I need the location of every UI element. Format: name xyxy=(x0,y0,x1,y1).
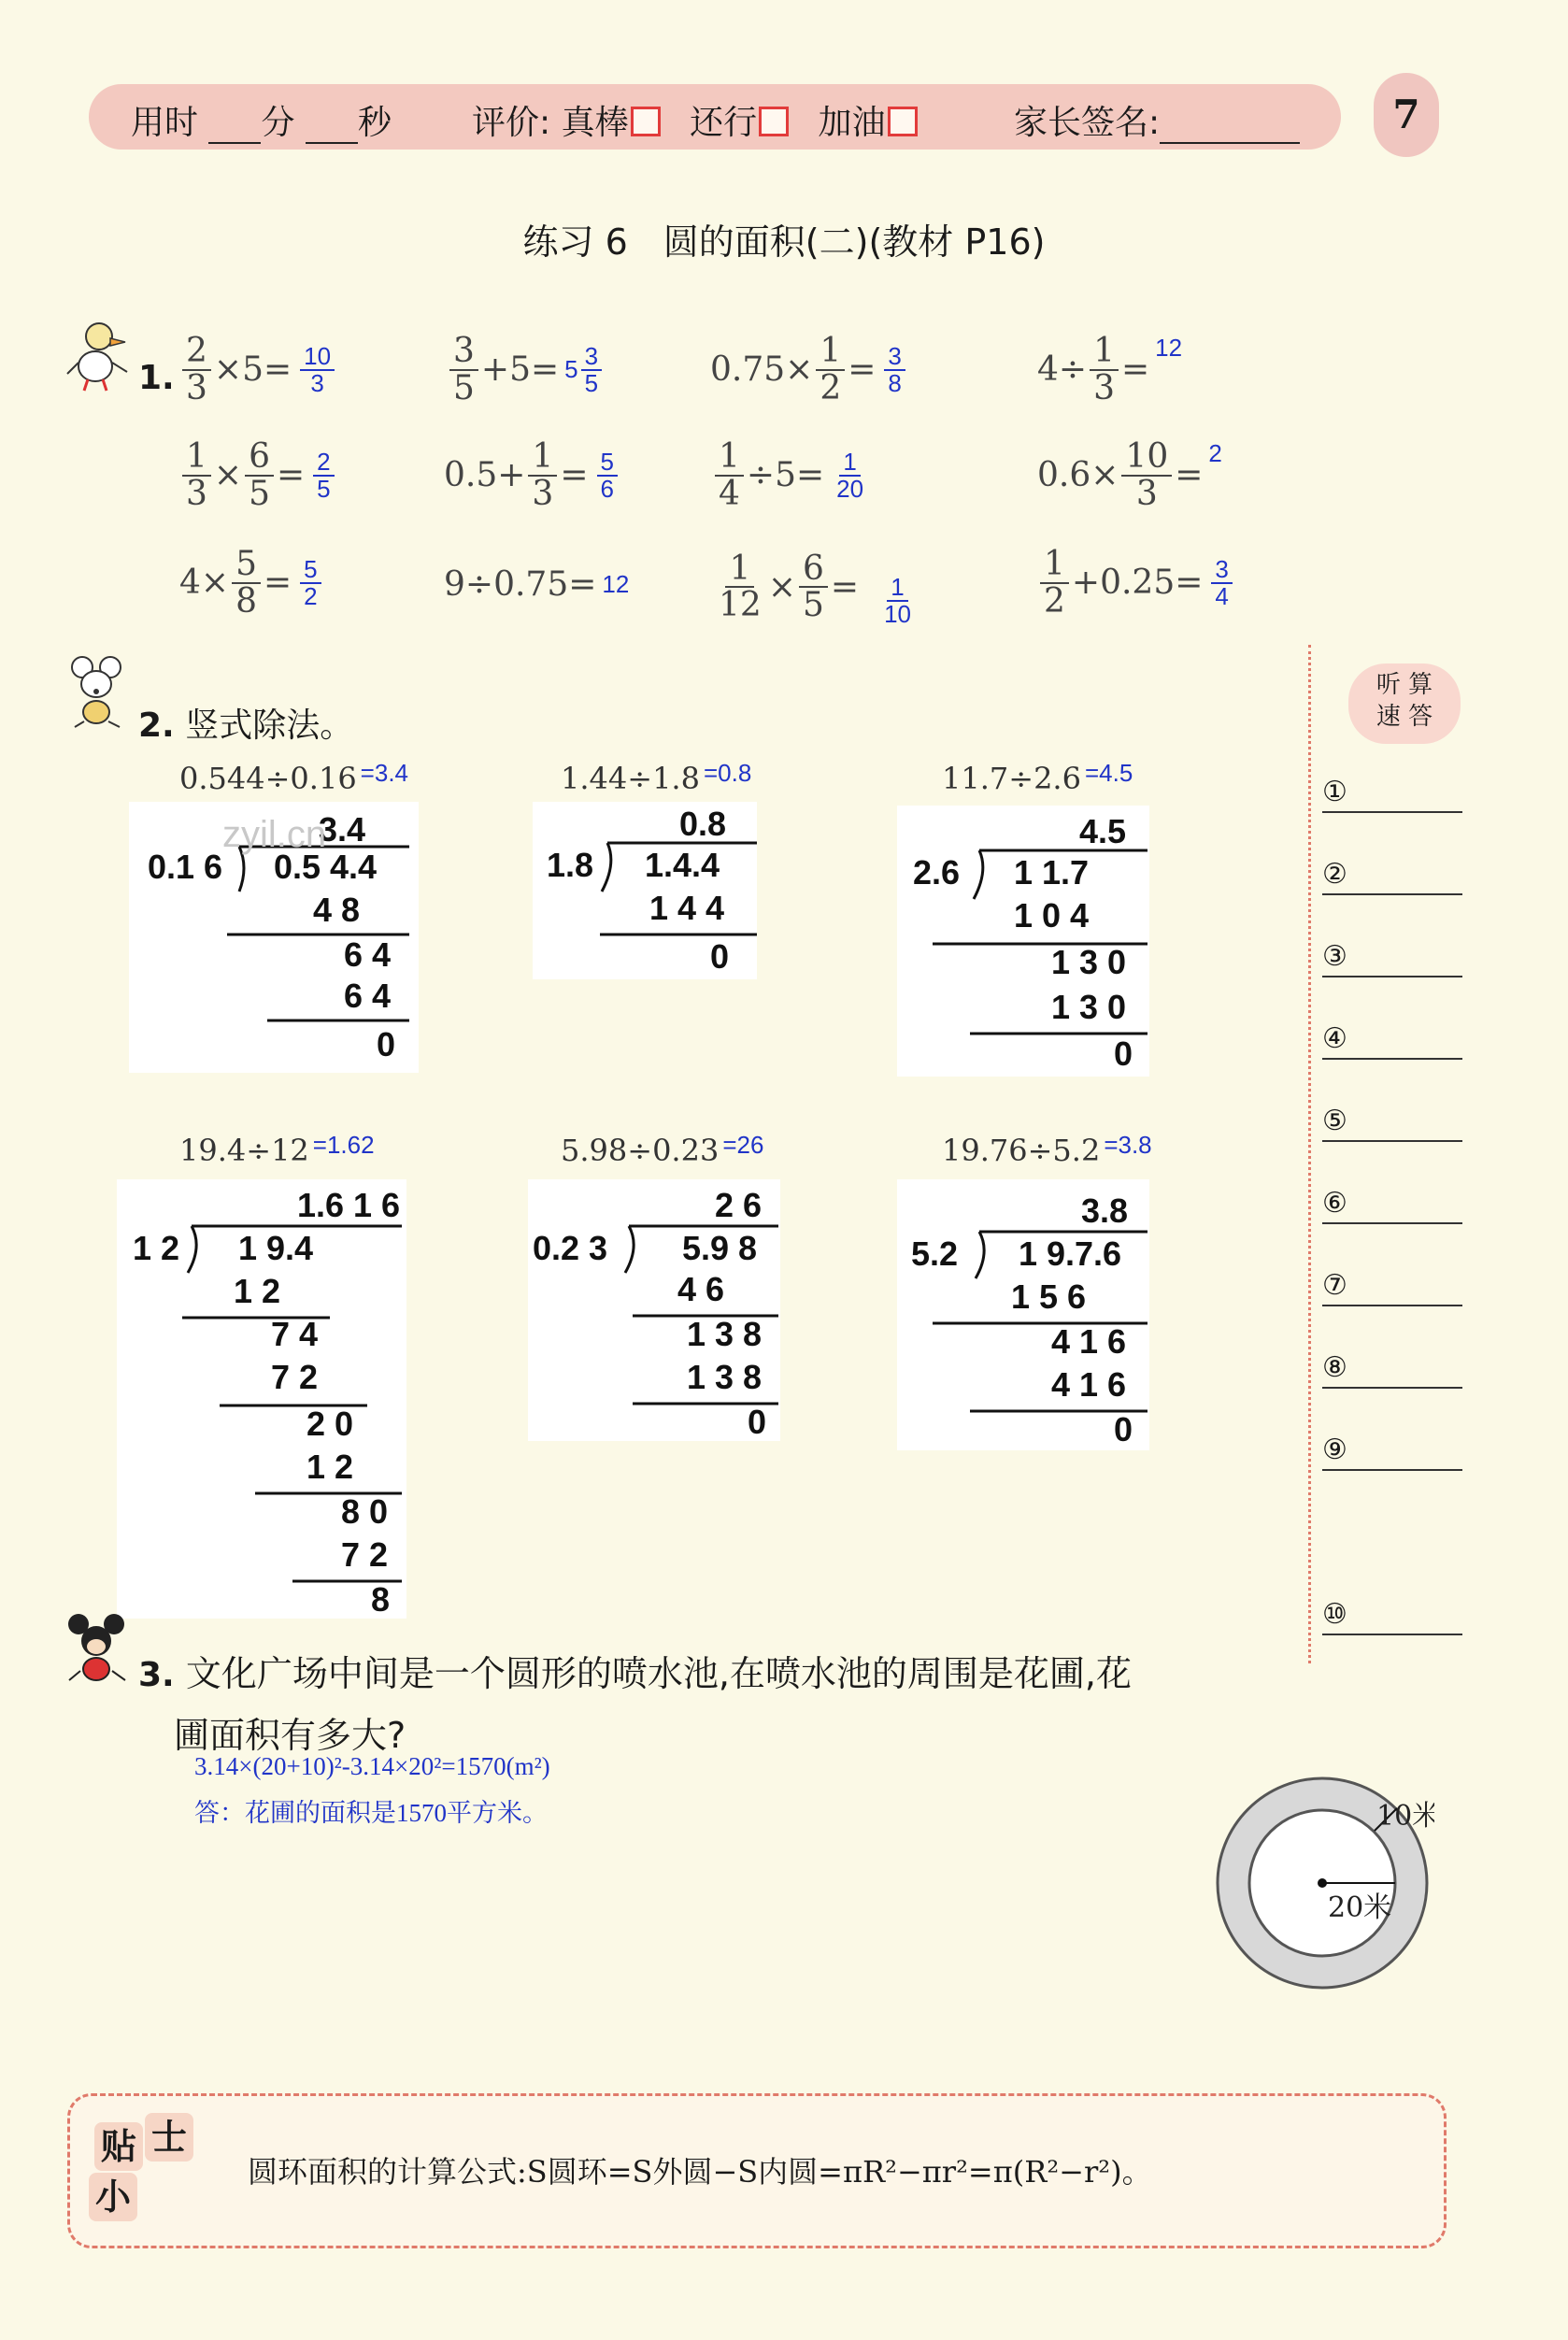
svg-text:4 6: 4 6 xyxy=(677,1270,725,1308)
svg-text:1 3 0: 1 3 0 xyxy=(1050,943,1127,981)
svg-text:4 1 6: 4 1 6 xyxy=(1050,1365,1127,1404)
long-division-1-figure xyxy=(129,802,419,1073)
q1-item-4: 4÷ $\frac{1}{3}$ = 12 xyxy=(1037,332,1183,407)
q1-item-11: $\frac{1}{12}$ × $\frac{6}{5}$ = $\frac{1}{10}$ xyxy=(712,547,918,628)
q1-answer-11: $\frac{1}{10}$ xyxy=(884,573,911,629)
opt-ok-label: 还行 xyxy=(690,104,758,142)
svg-text:0.5 4.4: 0.5 4.4 xyxy=(273,848,378,886)
svg-text:2.6: 2.6 xyxy=(912,853,961,892)
eval-label: 评价: xyxy=(472,104,551,142)
q1-answer-9: $\frac{5}{2}$ xyxy=(297,557,323,610)
svg-text:0: 0 xyxy=(1113,1034,1133,1073)
q1-item-10: 9÷0.75= 12 xyxy=(444,565,630,604)
side-title-line2: 速 答 xyxy=(1376,703,1433,731)
listening-quick-answer-panel xyxy=(1308,645,1535,1663)
q1-answer-3: $\frac{3}{8}$ xyxy=(881,344,907,397)
time-field xyxy=(131,96,392,144)
q2-problem-5: 5.98÷0.23 $^{=26}$ xyxy=(561,1131,764,1168)
q1-number: 1. xyxy=(138,359,175,397)
inner-label: 20米 xyxy=(1328,1891,1392,1924)
q1-answer-10: 12 xyxy=(602,570,630,598)
page-number: 7 xyxy=(1374,73,1439,157)
svg-text:1 2: 1 2 xyxy=(132,1229,180,1267)
q2-problem-6: 19.76÷5.2 $^{=3.8}$ xyxy=(942,1131,1152,1168)
q2-heading xyxy=(138,699,353,747)
q1-item-9: 4× $\frac{5}{8}$ = $\frac{5}{2}$ xyxy=(179,547,324,620)
svg-text:1.8: 1.8 xyxy=(546,846,594,884)
svg-text:8 0: 8 0 xyxy=(340,1492,389,1531)
svg-text:0: 0 xyxy=(1113,1410,1133,1448)
second-blank[interactable] xyxy=(306,112,358,144)
q2-number: 2. xyxy=(138,706,175,745)
long-division-6-figure xyxy=(897,1179,1149,1450)
q2-problem-4: 19.4÷12 $^{=1.62}$ xyxy=(179,1131,375,1168)
opt-great-checkbox[interactable] xyxy=(631,107,661,136)
side-answer-6[interactable]: ⑥ xyxy=(1322,1187,1462,1224)
q1-answer-2: 5 $\frac{3}{5}$ xyxy=(564,344,605,397)
mouse-mascot-icon xyxy=(65,654,131,729)
q2-answer-1: =3.4 xyxy=(360,759,408,787)
svg-text:1 2: 1 2 xyxy=(306,1448,354,1486)
q1-answer-4: 12 xyxy=(1155,334,1183,362)
q1-item-7: $\frac{1}{4}$ ÷5= $\frac{1}{20}$ xyxy=(712,439,870,512)
q3-work: 3.14×(20+10)²-3.14×20²=1570(m²) xyxy=(194,1752,550,1780)
svg-text:1 9.4: 1 9.4 xyxy=(237,1229,314,1267)
long-division-5-figure xyxy=(528,1179,780,1441)
svg-text:6 4: 6 4 xyxy=(343,977,392,1015)
side-answer-3[interactable]: ③ xyxy=(1322,940,1462,977)
outer-label: 10米 xyxy=(1376,1800,1434,1833)
long-division-2-figure xyxy=(533,802,757,979)
side-answer-9[interactable]: ⑨ xyxy=(1322,1434,1462,1471)
tip-formula: 圆环面积的计算公式:S圆环=S外圆−S内圆=πR²−πr²=π(R²−r²)。 xyxy=(248,2154,1152,2190)
side-answer-8[interactable]: ⑧ xyxy=(1322,1351,1462,1389)
parent-sign-blank[interactable] xyxy=(1160,112,1300,144)
side-answer-7[interactable]: ⑦ xyxy=(1322,1269,1462,1306)
tip-badge-3: 小 xyxy=(89,2173,137,2221)
svg-text:3.8: 3.8 xyxy=(1080,1191,1129,1230)
svg-text:0.1 6: 0.1 6 xyxy=(147,848,223,886)
q1-item-2: $\frac{3}{5}$ +5= 5 $\frac{3}{5}$ xyxy=(447,334,605,407)
svg-text:1.4.4: 1.4.4 xyxy=(644,846,720,884)
svg-text:1 0 4: 1 0 4 xyxy=(1013,896,1090,935)
q1-answer-12: $\frac{3}{4}$ xyxy=(1208,557,1234,610)
minute-blank[interactable] xyxy=(208,112,261,144)
q2-answer-5: =26 xyxy=(722,1131,764,1159)
parent-sign-label: 家长签名: xyxy=(1014,104,1161,142)
svg-text:4 8: 4 8 xyxy=(312,891,361,929)
q1-answer-8: 2 xyxy=(1208,439,1222,467)
q1-item-3: 0.75× $\frac{1}{2}$ = $\frac{3}{8}$ xyxy=(710,334,908,407)
svg-text:7 4: 7 4 xyxy=(270,1315,319,1353)
parent-sign-field xyxy=(1014,96,1300,144)
tip-badge-1: 贴 xyxy=(94,2122,143,2171)
q2-answer-4: =1.62 xyxy=(312,1131,375,1159)
q3-text-line1: 文化广场中间是一个圆形的喷水池,在喷水池的周围是花圃,花 xyxy=(185,1653,1132,1694)
q3-line1 xyxy=(138,1645,1132,1696)
svg-text:0.2 3: 0.2 3 xyxy=(532,1229,608,1267)
opt-ok-checkbox[interactable] xyxy=(759,107,789,136)
q3-number: 3. xyxy=(138,1656,175,1694)
svg-text:0: 0 xyxy=(709,937,730,976)
side-answer-2[interactable]: ② xyxy=(1322,858,1462,895)
svg-text:0: 0 xyxy=(747,1403,767,1441)
q3-text-line2: 圃面积有多大? xyxy=(174,1715,406,1756)
tip-badge xyxy=(85,2113,197,2225)
q2-answer-2: =0.8 xyxy=(703,759,752,787)
long-division-3-figure xyxy=(897,806,1149,1077)
q2-problem-2: 1.44÷1.8 $^{=0.8}$ xyxy=(561,759,752,796)
svg-text:1 3 8: 1 3 8 xyxy=(686,1315,763,1353)
svg-text:5.9 8: 5.9 8 xyxy=(681,1229,758,1267)
q2-answer-6: =3.8 xyxy=(1104,1131,1152,1159)
side-answer-1[interactable]: ① xyxy=(1322,776,1462,813)
svg-text:4.5: 4.5 xyxy=(1078,812,1127,850)
long-division-4-figure xyxy=(117,1179,406,1619)
svg-text:2 6: 2 6 xyxy=(714,1186,763,1224)
side-answer-4[interactable]: ④ xyxy=(1322,1022,1462,1060)
svg-text:2 0: 2 0 xyxy=(306,1405,354,1443)
svg-text:8: 8 xyxy=(370,1580,391,1619)
side-answer-5[interactable]: ⑤ xyxy=(1322,1105,1462,1142)
svg-text:1.6 1 6: 1.6 1 6 xyxy=(296,1186,401,1224)
q1-item-1: $\frac{2}{3}$ ×5= $\frac{10}{3}$ xyxy=(179,334,337,407)
svg-text:zyil.cn: zyil.cn xyxy=(222,814,327,855)
second-label: 秒 xyxy=(357,104,392,142)
svg-text:1 9.7.6: 1 9.7.6 xyxy=(1018,1234,1122,1273)
svg-text:1 1.7: 1 1.7 xyxy=(1013,853,1090,892)
opt-great-label: 真棒 xyxy=(561,104,629,142)
page-title: 练习 6 圆的面积(二)(教材 P16) xyxy=(522,221,1046,263)
svg-text:1 2: 1 2 xyxy=(233,1272,281,1310)
svg-text:1 5 6: 1 5 6 xyxy=(1010,1277,1087,1316)
opt-try-checkbox[interactable] xyxy=(888,107,918,136)
q1-answer-5: $\frac{2}{5}$ xyxy=(310,449,336,503)
svg-text:7 2: 7 2 xyxy=(270,1358,319,1396)
svg-text:1 3 8: 1 3 8 xyxy=(686,1358,763,1396)
q2-problem-1: 0.544÷0.16 $^{=3.4}$ xyxy=(179,759,408,796)
svg-text:5.2: 5.2 xyxy=(910,1234,959,1273)
q1-answer-6: $\frac{5}{6}$ xyxy=(594,449,620,503)
tip-box xyxy=(67,2093,1447,2248)
annulus-diagram xyxy=(1210,1771,1434,1995)
mickey-mascot-icon xyxy=(65,1611,131,1686)
evaluation-field xyxy=(472,96,918,144)
svg-text:3.4: 3.4 xyxy=(318,810,366,849)
q1-item-5: $\frac{1}{3}$ × $\frac{6}{5}$ = $\frac{2}{5}$ xyxy=(179,439,337,512)
svg-text:1 3 0: 1 3 0 xyxy=(1050,988,1127,1026)
duck-mascot-icon xyxy=(65,318,131,392)
q1-item-6: 0.5+ $\frac{1}{3}$ = $\frac{5}{6}$ xyxy=(444,439,620,512)
q1-answer-7: $\frac{1}{20}$ xyxy=(836,447,864,503)
svg-text:4 1 6: 4 1 6 xyxy=(1050,1322,1127,1361)
tip-badge-2: 士 xyxy=(145,2113,193,2162)
opt-try-label: 加油 xyxy=(818,104,886,142)
q2-answer-3: =4.5 xyxy=(1084,759,1133,787)
q3-answer: 答：花圃的面积是1570平方米。 xyxy=(194,1799,548,1827)
side-title-line1: 听 算 xyxy=(1376,671,1433,699)
q2-problem-3: 11.7÷2.6 $^{=4.5}$ xyxy=(942,759,1133,796)
time-label: 用时 xyxy=(131,104,199,142)
svg-text:6 4: 6 4 xyxy=(343,935,392,974)
q1-item-8: 0.6× $\frac{10}{3}$ = 2 xyxy=(1037,437,1222,513)
minute-label: 分 xyxy=(261,104,295,142)
svg-text:0: 0 xyxy=(376,1025,396,1063)
side-title-badge xyxy=(1348,663,1461,744)
svg-text:0.8: 0.8 xyxy=(678,805,727,843)
svg-text:1 4 4: 1 4 4 xyxy=(649,889,725,927)
q2-label: 竖式除法。 xyxy=(185,706,354,745)
q1-answer-1: $\frac{10}{3}$ xyxy=(297,344,337,397)
svg-text:7 2: 7 2 xyxy=(340,1535,389,1574)
q1-item-12: $\frac{1}{2}$ +0.25= $\frac{3}{4}$ xyxy=(1037,547,1235,620)
side-answer-10[interactable]: ⑩ xyxy=(1322,1598,1462,1635)
